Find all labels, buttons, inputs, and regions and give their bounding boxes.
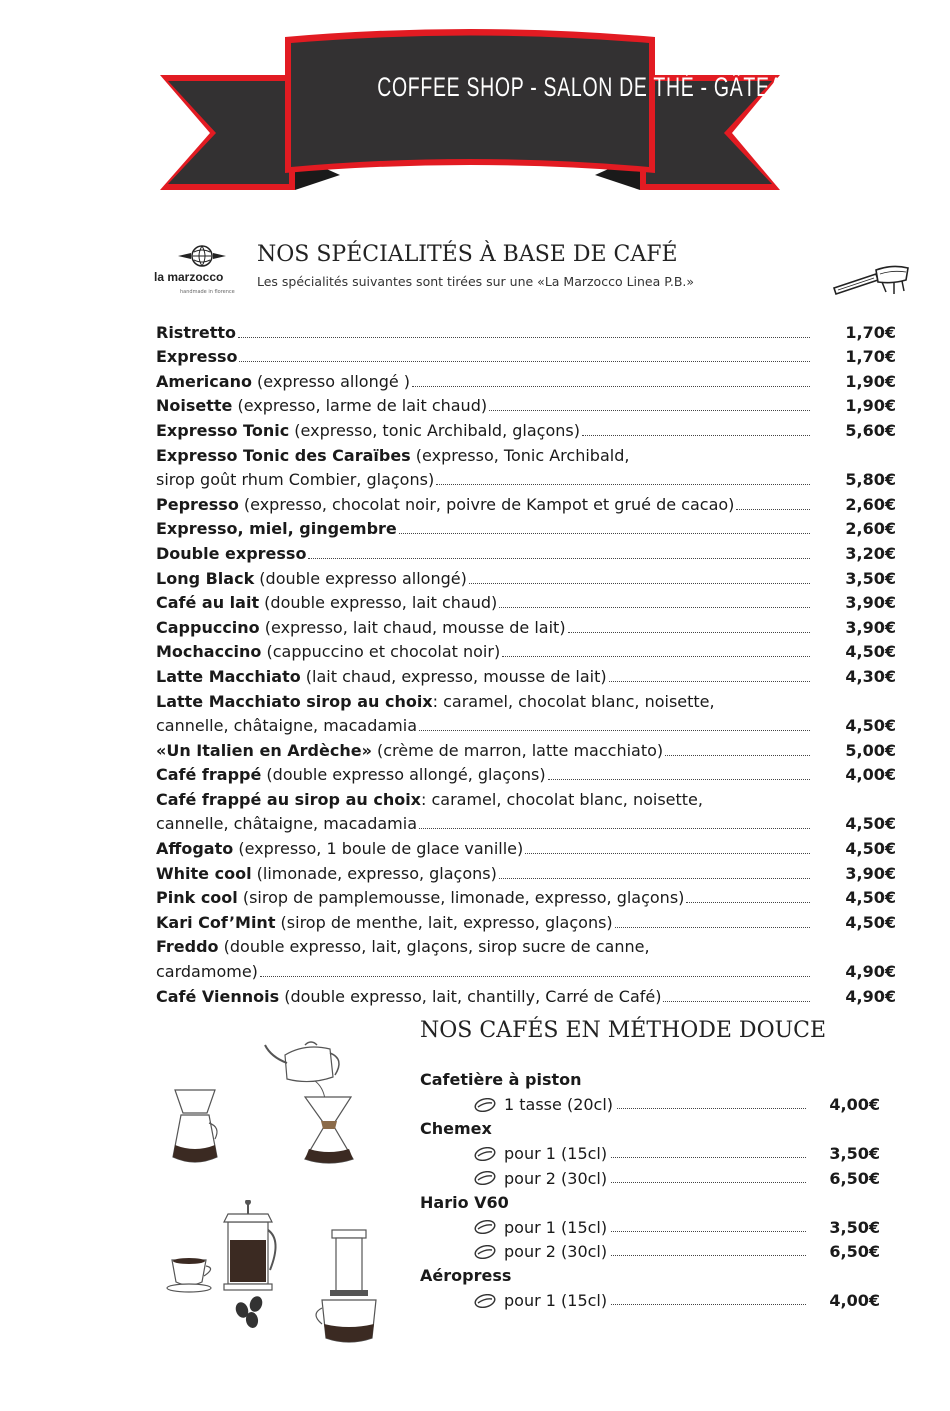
dot-leader — [499, 878, 810, 879]
item-name: Café Viennois — [156, 986, 280, 1006]
item-description: (expresso, Tonic Archibald, — [410, 445, 630, 465]
dot-leader — [412, 386, 810, 387]
dot-leader — [617, 1108, 806, 1109]
section-subtitle-cafe: Les spécialités suivantes sont tirées sur une «La Marzocco Linea P.B.» — [257, 274, 695, 289]
dot-leader — [238, 337, 810, 338]
french-press-aeropress-illustration — [160, 1200, 400, 1350]
item-name: Expresso Tonic — [156, 420, 290, 440]
menu-item-row — [156, 614, 896, 639]
menu-item-row — [156, 319, 896, 344]
dot-leader — [436, 484, 810, 485]
dot-leader — [611, 1182, 806, 1183]
option-label: pour 2 (30cl) — [504, 1242, 608, 1262]
item-description: (expresso, lait chaud, mousse de lait) — [259, 617, 566, 637]
dot-leader — [615, 927, 810, 928]
item-price: 5,00€ — [845, 740, 896, 760]
logo-wordmark: la marzocco — [154, 270, 224, 284]
item-description: : caramel, chocolat blanc, noisette, — [432, 691, 715, 711]
method-name: Cafetière à piston — [420, 1070, 582, 1089]
item-description: (crème de marron, latte macchiato) — [371, 740, 664, 760]
option-price: 3,50€ — [829, 1144, 880, 1164]
item-price: 5,60€ — [845, 420, 896, 440]
item-price: 4,90€ — [845, 962, 896, 982]
dot-leader — [419, 730, 810, 731]
section-title-douce: NOS CAFÉS EN MÉTHODE DOUCE — [420, 1018, 827, 1043]
menu-item-row — [156, 516, 896, 541]
menu-item-row — [156, 786, 896, 811]
item-price: 1,90€ — [845, 396, 896, 416]
dot-leader — [663, 1001, 810, 1002]
specialites-list — [156, 319, 896, 1008]
menu-item-row — [156, 442, 896, 467]
coffee-bean-icon — [474, 1220, 496, 1234]
dot-leader — [548, 779, 810, 780]
item-description-continued: cannelle, châtaigne, macadamia — [156, 814, 417, 834]
menu-item-row — [156, 934, 896, 959]
menu-item-row-continued — [156, 713, 896, 738]
dot-leader — [568, 632, 810, 633]
item-price: 2,60€ — [845, 519, 896, 539]
dot-leader — [686, 902, 810, 903]
menu-item-row — [156, 393, 896, 418]
dot-leader — [260, 976, 810, 977]
option-price: 6,50€ — [829, 1242, 880, 1262]
method-name: Hario V60 — [420, 1192, 509, 1212]
option-price: 4,00€ — [829, 1095, 880, 1115]
item-description: (sirop de pamplemousse, limonade, expresso, glaçons) — [237, 888, 685, 908]
menu-item-row — [156, 565, 896, 590]
item-description: (expresso, larme de lait chaud) — [232, 396, 488, 416]
item-name: Café frappé au sirop au choix — [156, 789, 421, 809]
item-price: 3,90€ — [845, 617, 896, 637]
item-description: (double expresso allongé) — [254, 568, 467, 588]
dot-leader — [489, 410, 810, 411]
item-price: 5,80€ — [845, 470, 896, 490]
item-price: 4,50€ — [845, 716, 896, 736]
item-price: 1,70€ — [845, 322, 896, 342]
dot-leader — [308, 558, 810, 559]
menu-item-row — [156, 344, 896, 369]
chemex-pourover-illustration — [165, 1035, 405, 1175]
menu-item-row — [156, 590, 896, 615]
item-price: 4,50€ — [845, 642, 896, 662]
menu-item-row — [156, 491, 896, 516]
menu-item-row — [156, 663, 896, 688]
item-price: 1,70€ — [845, 347, 896, 367]
title-banner — [150, 25, 899, 205]
option-label: pour 1 (15cl) — [504, 1144, 608, 1164]
menu-item-row — [156, 835, 896, 860]
menu-item-row — [156, 737, 896, 762]
item-name: «Un Italien en Ardèche» — [156, 740, 372, 760]
menu-item-row — [156, 983, 896, 1008]
option-label: 1 tasse (20cl) — [504, 1095, 614, 1115]
method-name: Aéropress — [420, 1266, 512, 1285]
menu-item-row — [156, 540, 896, 565]
dot-leader — [239, 361, 810, 362]
item-price: 4,00€ — [845, 765, 896, 785]
methode-douce-list — [420, 1068, 880, 1313]
option-price: 3,50€ — [829, 1217, 880, 1237]
dot-leader — [611, 1255, 806, 1256]
method-option-row — [420, 1240, 880, 1265]
item-description: (expresso allongé ) — [251, 371, 411, 391]
method-option-row — [420, 1289, 880, 1314]
item-description: (double expresso, lait, chantilly, Carré de Café) — [279, 986, 662, 1006]
menu-item-row — [156, 762, 896, 787]
item-name: Café au lait — [156, 593, 260, 613]
item-name: White cool — [156, 863, 252, 883]
item-price: 3,90€ — [845, 593, 896, 613]
item-description: (double expresso, lait chaud) — [259, 593, 498, 613]
dot-leader — [611, 1231, 806, 1232]
coffee-bean-icon — [474, 1098, 496, 1112]
item-description: (double expresso allongé, glaçons) — [261, 765, 546, 785]
item-name: Pepresso — [156, 494, 239, 514]
menu-item-row-continued — [156, 958, 896, 983]
item-name: Americano — [156, 371, 252, 391]
menu-item-row — [156, 885, 896, 910]
item-description: (lait chaud, expresso, mousse de lait) — [300, 666, 607, 686]
item-name: Mochaccino — [156, 642, 262, 662]
item-name: Café frappé — [156, 765, 262, 785]
option-price: 4,00€ — [829, 1291, 880, 1311]
item-description: : caramel, chocolat blanc, noisette, — [421, 789, 703, 809]
item-price: 3,20€ — [845, 543, 896, 563]
item-name: Expresso Tonic des Caraïbes — [156, 445, 411, 465]
item-price: 2,60€ — [845, 494, 896, 514]
item-description-continued: cardamome) — [156, 962, 258, 982]
item-name: Long Black — [156, 568, 255, 588]
dot-leader — [499, 607, 810, 608]
item-description: (sirop de menthe, lait, expresso, glaçons) — [275, 912, 613, 932]
item-description: (double expresso, lait, glaçons, sirop sucre de canne, — [218, 937, 650, 957]
dot-leader — [611, 1157, 806, 1158]
item-name: Noisette — [156, 396, 233, 416]
method-name: Chemex — [420, 1119, 492, 1138]
method-option-row — [420, 1166, 880, 1191]
dot-leader — [736, 509, 810, 510]
dot-leader — [419, 828, 810, 829]
option-label: pour 1 (15cl) — [504, 1217, 608, 1237]
item-name: Ristretto — [156, 322, 237, 342]
item-price: 1,90€ — [845, 371, 896, 391]
menu-item-row — [156, 368, 896, 393]
coffee-bean-icon — [474, 1171, 496, 1185]
menu-item-row-continued — [156, 811, 896, 836]
item-description: (limonade, expresso, glaçons) — [251, 863, 497, 883]
item-description-continued: cannelle, châtaigne, macadamia — [156, 716, 417, 736]
item-price: 4,50€ — [845, 912, 896, 932]
dot-leader — [502, 656, 810, 657]
option-price: 6,50€ — [829, 1168, 880, 1188]
item-price: 4,50€ — [845, 839, 896, 859]
item-price: 3,90€ — [845, 863, 896, 883]
item-description-continued: sirop goût rhum Combier, glaçons) — [156, 470, 435, 490]
menu-item-row — [156, 639, 896, 664]
menu-item-row — [156, 860, 896, 885]
item-name: Affogato — [156, 839, 234, 859]
logo-tagline: handmade in florence — [180, 289, 235, 295]
dot-leader — [665, 755, 810, 756]
dot-leader — [609, 681, 810, 682]
method-option-row — [420, 1142, 880, 1167]
item-description: (expresso, 1 boule de glace vanille) — [233, 839, 524, 859]
option-label: pour 2 (30cl) — [504, 1168, 608, 1188]
item-price: 4,90€ — [845, 986, 896, 1006]
banner-title: COFFEE SHOP - SALON DE THÉ - GÂTEAUX MAISON — [377, 72, 899, 102]
item-name: Latte Macchiato sirop au choix — [156, 691, 433, 711]
dot-leader — [399, 533, 810, 534]
dot-leader — [525, 853, 810, 854]
menu-item-row — [156, 688, 896, 713]
coffee-bean-icon — [474, 1245, 496, 1259]
dot-leader — [582, 435, 810, 436]
item-name: Freddo — [156, 937, 219, 957]
item-name: Cappuccino — [156, 617, 260, 637]
item-price: 4,50€ — [845, 814, 896, 834]
menu-item-row-continued — [156, 467, 896, 492]
method-option-row — [420, 1093, 880, 1118]
item-description: (expresso, chocolat noir, poivre de Kampot et grué de cacao) — [238, 494, 735, 514]
option-label: pour 1 (15cl) — [504, 1291, 608, 1311]
coffee-bean-icon — [474, 1147, 496, 1161]
item-name: Kari Cof’Mint — [156, 912, 276, 932]
item-price: 4,30€ — [845, 666, 896, 686]
item-description: (cappuccino et chocolat noir) — [261, 642, 501, 662]
menu-item-row — [156, 417, 896, 442]
item-name: Pink cool — [156, 888, 238, 908]
item-name: Latte Macchiato — [156, 666, 301, 686]
dot-leader — [469, 583, 810, 584]
dot-leader — [611, 1304, 806, 1305]
coffee-bean-icon — [474, 1294, 496, 1308]
item-description: (expresso, tonic Archibald, glaçons) — [289, 420, 580, 440]
item-price: 3,50€ — [845, 568, 896, 588]
section-title-cafe: NOS SPÉCIALITÉS À BASE DE CAFÉ — [257, 242, 678, 267]
item-name: Expresso — [156, 347, 238, 367]
portafilter-icon — [830, 244, 912, 302]
item-name: Double expresso — [156, 543, 307, 563]
menu-item-row — [156, 909, 896, 934]
method-option-row — [420, 1215, 880, 1240]
item-name: Expresso, miel, gingembre — [156, 519, 397, 539]
item-price: 4,50€ — [845, 888, 896, 908]
